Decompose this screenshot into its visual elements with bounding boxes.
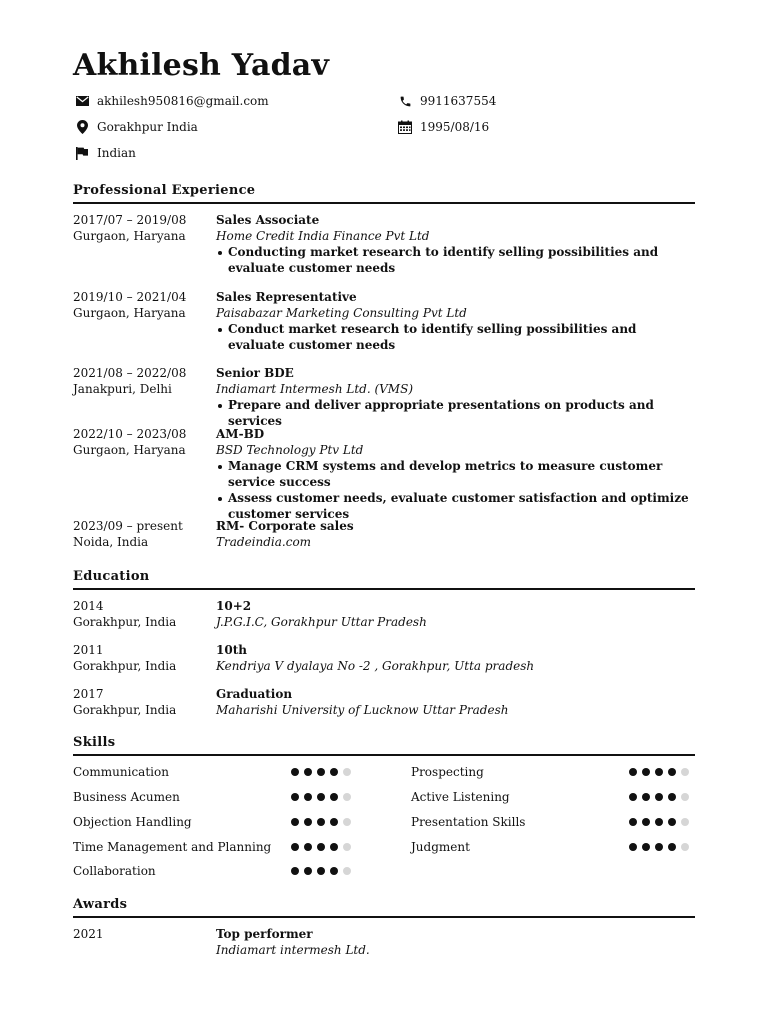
company-name: Paisabazar Marketing Consulting Pvt Ltd [216,306,467,320]
skill-rating [291,843,351,851]
job-title: Sales Associate [216,213,320,227]
rating-dot-filled [330,843,338,851]
skill-name: Judgment [411,840,470,854]
contact-location [75,119,198,135]
rating-dot-empty [343,818,351,826]
skill-rating [629,793,689,801]
section-experience-title: Professional Experience [73,183,695,204]
education-place: Gorakhpur, India [73,703,177,717]
rating-dot-filled [304,768,312,776]
rating-dot-filled [291,768,299,776]
rating-dot-filled [655,843,663,851]
rating-dot-empty [343,843,351,851]
skill-rating [629,768,689,776]
rating-dot-filled [317,818,325,826]
skill-rating [629,818,689,826]
rating-dot-filled [629,793,637,801]
phone-text: 9911637554 [420,94,497,108]
experience-place: Gurgaon, Haryana [73,229,186,243]
skill-rating [291,818,351,826]
rating-dot-empty [681,843,689,851]
award-year: 2021 [73,927,104,941]
rating-dot-empty [343,867,351,875]
rating-dot-filled [304,843,312,851]
rating-dot-filled [655,768,663,776]
rating-dot-filled [642,818,650,826]
education-place: Gorakhpur, India [73,659,177,673]
rating-dot-filled [629,818,637,826]
experience-dates: 2017/07 – 2019/08 [73,213,187,227]
rating-dot-filled [629,843,637,851]
job-title: Sales Representative [216,290,357,304]
education-title: Graduation [216,687,293,701]
rating-dot-filled [330,768,338,776]
email-text: akhilesh950816@gmail.com [97,94,269,108]
nationality-text: Indian [97,146,136,160]
education-place: Gorakhpur, India [73,615,177,629]
education-year: 2014 [73,599,104,613]
skill-name: Business Acumen [73,790,180,804]
rating-dot-filled [304,867,312,875]
rating-dot-filled [642,843,650,851]
education-title: 10th [216,643,247,657]
section-skills-title: Skills [73,735,695,756]
section-awards-title: Awards [73,897,695,918]
skill-name: Communication [73,765,169,779]
rating-dot-filled [291,793,299,801]
rating-dot-empty [343,768,351,776]
skill-rating [291,768,351,776]
job-bullet: Manage CRM systems and develop metrics to measure customer service success [216,458,696,490]
rating-dot-filled [291,818,299,826]
rating-dot-filled [317,793,325,801]
rating-dot-filled [317,768,325,776]
company-name: Indiamart Intermesh Ltd. (VMS) [216,382,413,396]
candidate-name: Akhilesh Yadav [73,48,330,83]
rating-dot-filled [291,843,299,851]
rating-dot-filled [655,793,663,801]
experience-place: Gurgaon, Haryana [73,443,186,457]
award-org: Indiamart intermesh Ltd. [216,943,370,957]
dob-text: 1995/08/16 [420,120,490,134]
experience-place: Gurgaon, Haryana [73,306,186,320]
job-bullet: Conduct market research to identify selling possibilities and evaluate customer needs [216,321,696,353]
job-title: AM-BD [216,427,265,441]
skill-name: Active Listening [411,790,510,804]
rating-dot-empty [681,793,689,801]
job-title: RM- Corporate sales [216,519,354,533]
contact-dob [398,119,489,135]
skill-name: Time Management and Planning [73,840,272,854]
rating-dot-filled [668,793,676,801]
experience-dates: 2019/10 – 2021/04 [73,290,187,304]
education-year: 2017 [73,687,104,701]
job-bullet: Prepare and deliver appropriate presentations on products and services [216,397,696,429]
calendar-icon [398,120,412,134]
rating-dot-filled [317,867,325,875]
skill-name: Prospecting [411,765,484,779]
company-name: Home Credit India Finance Pvt Ltd [216,229,430,243]
award-title: Top performer [216,927,313,941]
contact-nationality [75,145,136,161]
rating-dot-empty [681,818,689,826]
job-bullet: Assess customer needs, evaluate customer satisfaction and optimize customer services [216,490,696,522]
skill-rating [291,793,351,801]
rating-dot-filled [317,843,325,851]
experience-dates: 2021/08 – 2022/08 [73,366,187,380]
experience-dates: 2023/09 – present [73,519,183,533]
rating-dot-filled [330,818,338,826]
rating-dot-filled [304,793,312,801]
rating-dot-filled [668,843,676,851]
rating-dot-filled [291,867,299,875]
experience-place: Noida, India [73,535,149,549]
rating-dot-filled [668,768,676,776]
rating-dot-empty [681,768,689,776]
flag-icon [75,146,89,160]
school-name: Kendriya V dyalaya No -2 , Gorakhpur, Utta pradesh [216,659,535,673]
skill-name: Objection Handling [73,815,192,829]
phone-icon [398,94,412,108]
rating-dot-empty [343,793,351,801]
experience-dates: 2022/10 – 2023/08 [73,427,187,441]
rating-dot-filled [655,818,663,826]
skill-name: Presentation Skills [411,815,526,829]
school-name: Maharishi University of Lucknow Uttar Pradesh [216,703,509,717]
skill-rating [291,867,351,875]
location-text: Gorakhpur India [97,120,198,134]
school-name: J.P.G.I.C, Gorakhpur Uttar Pradesh [216,615,427,629]
envelope-icon [75,94,89,108]
education-title: 10+2 [216,599,252,613]
education-year: 2011 [73,643,104,657]
rating-dot-filled [642,768,650,776]
rating-dot-filled [642,793,650,801]
rating-dot-filled [629,768,637,776]
experience-place: Janakpuri, Delhi [73,382,172,396]
job-bullet: Conducting market research to identify selling possibilities and evaluate customer needs [216,244,696,276]
map-pin-icon [75,120,89,134]
company-name: Tradeindia.com [216,535,312,549]
rating-dot-filled [304,818,312,826]
rating-dot-filled [668,818,676,826]
job-title: Senior BDE [216,366,294,380]
section-education-title: Education [73,569,695,590]
skill-rating [629,843,689,851]
skill-name: Collaboration [73,864,156,878]
rating-dot-filled [330,793,338,801]
contact-phone [398,93,496,109]
rating-dot-filled [330,867,338,875]
contact-email [75,93,269,109]
company-name: BSD Technology Ptv Ltd [216,443,364,457]
